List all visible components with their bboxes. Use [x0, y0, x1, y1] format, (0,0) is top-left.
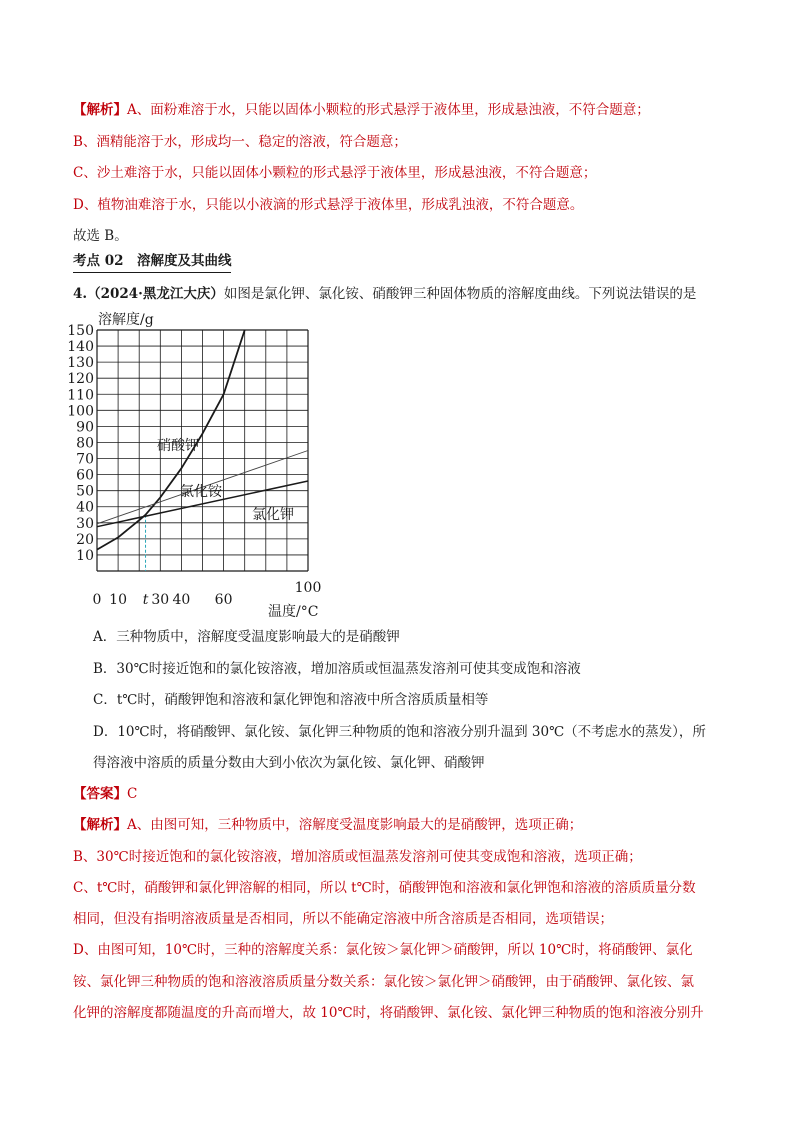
option-a: A．三种物质中，溶解度受温度影响最大的是硝酸钾: [93, 629, 400, 645]
y-tick-label: 100: [67, 403, 94, 420]
prev-analysis-line-2: B、酒精能溶于水，形成均一、稳定的溶液，符合题意；: [73, 134, 407, 150]
question-source: （2024·黑龙江大庆）: [87, 286, 224, 302]
y-tick-label: 90: [76, 419, 94, 436]
chart-grid: [97, 330, 308, 571]
series-label-nh4cl: 氯化铵: [180, 484, 222, 500]
answer-line: [73, 784, 137, 804]
question-stem: [73, 284, 696, 304]
solubility-chart: [60, 308, 330, 620]
analysis-line-4: 相同，但没有指明溶液质量是否相同，所以不能确定溶液中所含溶质是否相同，选项错误；: [73, 911, 613, 927]
option-d-line-1: D．10℃时，将硝酸钾、氯化铵、氯化钾三种物质的饱和溶液分别升温到 30℃（不考虑水的蒸发），所: [93, 724, 706, 740]
option-c: C．t℃时，硝酸钾饱和溶液和氯化钾饱和溶液中所含溶质质量相等: [93, 692, 489, 708]
analysis-line-2: B、30℃时接近饱和的氯化铵溶液，增加溶质或恒温蒸发溶剂可使其变成饱和溶液，选项正确；: [73, 849, 642, 865]
x-tick-label: 0: [92, 592, 102, 608]
y-tick-label: 140: [67, 339, 94, 356]
option-b: B．30℃时接近饱和的氯化铵溶液，增加溶质或恒温蒸发溶剂可使其变成饱和溶液: [93, 661, 581, 677]
section-underline: [73, 272, 231, 273]
x-axis-label: 温度/°C: [268, 604, 319, 620]
x-tick-label: 60: [214, 592, 233, 608]
prev-analysis-line-4: D、植物油难溶于水，只能以小液滴的形式悬浮于液体里，形成乳浊液，不符合题意。: [73, 197, 584, 213]
question-text: 如图是氯化钾、氯化铵、硝酸钾三种固体物质的溶解度曲线。下列说法错误的是: [223, 286, 697, 302]
series-label-kno3: 硝酸钾: [157, 438, 199, 454]
question-number: 4.: [73, 286, 88, 302]
x-tick-label: 10: [109, 592, 128, 608]
analysis-line-6: 铵、氯化钾三种物质的饱和溶液溶质质量分数关系：氯化铵＞氯化钾＞硝酸钾，由于硝酸钾、氯化铵、氯: [73, 974, 694, 990]
analysis-tag: 【解析】: [73, 817, 127, 833]
prev-analysis-line-1: [73, 100, 650, 120]
prev-analysis-line-3: C、沙土难溶于水，只能以固体小颗粒的形式悬浮于液体里，形成悬浊液，不符合题意；: [73, 165, 597, 181]
y-tick-label: 20: [76, 531, 94, 548]
y-axis-label: 溶解度/g: [98, 312, 154, 328]
y-tick-label: 40: [76, 499, 94, 516]
analysis-text: A、面粉难溶于水，只能以固体小颗粒的形式悬浮于液体里，形成悬浊液，不符合题意；: [127, 102, 650, 118]
prev-analysis-conclusion: 故选 B。: [73, 228, 128, 244]
y-tick-label: 80: [76, 435, 94, 452]
y-tick-label: 110: [67, 387, 94, 404]
y-tick-label: 10: [76, 547, 94, 564]
analysis-line-5: D、由图可知，10℃时，三种的溶解度关系：氯化铵＞氯化钾＞硝酸钾，所以 10℃时，将硝酸钾、氯化: [73, 942, 693, 958]
chart-ticks: [67, 323, 321, 608]
section-heading: 考点 02 溶解度及其曲线: [73, 253, 232, 269]
answer-value: C: [127, 786, 138, 802]
y-tick-label: 60: [76, 467, 94, 484]
x-tick-label: 30: [151, 592, 170, 608]
analysis-text: A、由图可知，三种物质中，溶解度受温度影响最大的是硝酸钾，选项正确；: [127, 817, 583, 833]
x-tick-label: 100: [294, 580, 322, 596]
y-tick-label: 130: [67, 355, 94, 372]
x-tick-label: t: [142, 592, 149, 608]
y-tick-label: 50: [76, 483, 94, 500]
analysis-line-7: 化钾的溶解度都随温度的升高而增大，故 10℃时，将硝酸钾、氯化铵、氯化钾三种物质的饱和溶液分别升: [73, 1005, 704, 1021]
analysis-line-3: C、t℃时，硝酸钾和氯化钾溶解的相同，所以 t℃时，硝酸钾饱和溶液和氯化钾饱和溶液的溶质质量分数: [73, 880, 696, 896]
y-tick-label: 30: [76, 515, 94, 532]
y-tick-label: 120: [67, 371, 94, 388]
analysis-line-1: [73, 815, 582, 835]
series-label-kcl: 氯化钾: [252, 507, 294, 523]
y-tick-label: 70: [76, 451, 94, 468]
y-tick-label: 150: [67, 323, 94, 339]
option-d-line-2: 得溶液中溶质的质量分数由大到小依次为氯化铵、氯化钾、硝酸钾: [93, 755, 485, 771]
x-tick-label: 40: [172, 592, 191, 608]
analysis-tag: 【解析】: [73, 102, 127, 118]
answer-tag: 【答案】: [73, 786, 127, 802]
